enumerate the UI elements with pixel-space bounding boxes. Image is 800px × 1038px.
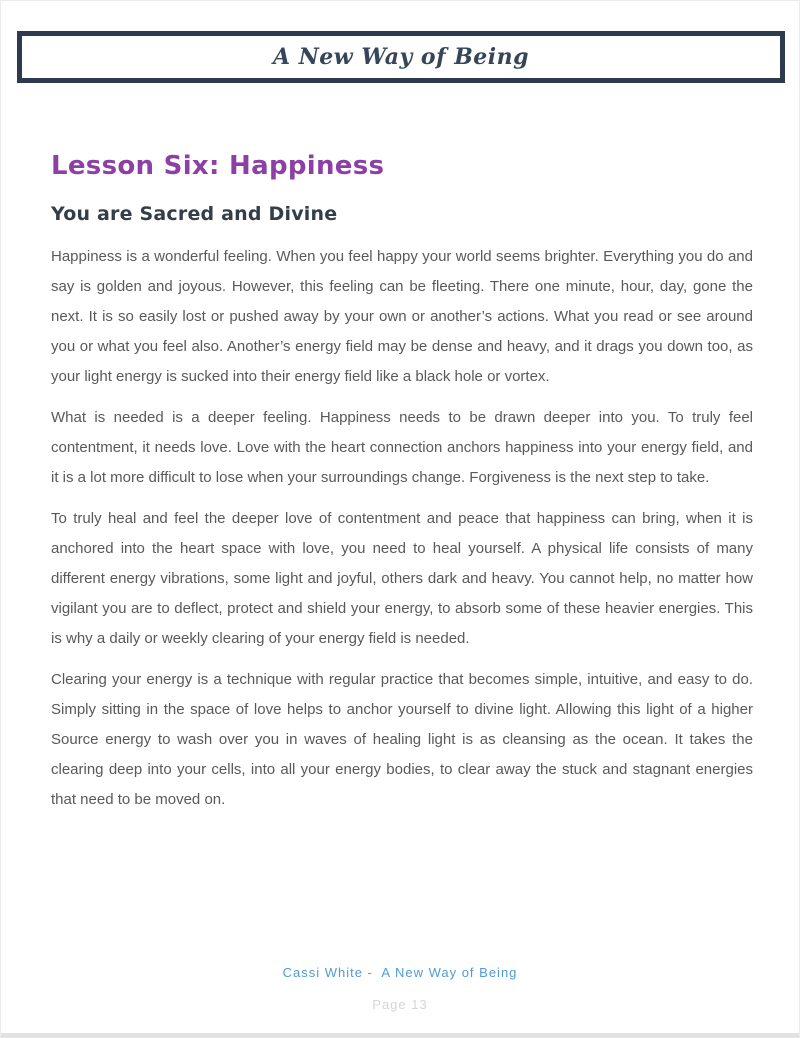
body-paragraph: Happiness is a wonderful feeling. When you feel happy your world seems brighter. Everything you do and say is golden and joyous. However, this feeling can be fleeting. There one minute, hour, day, gone the next. It is so easily lost or pushed away by your own or another’s actions. What you read or see around you or what you feel also. Another’s energy field may be dense and heavy, and it drags you down too, as your light energy is sucked into their energy field like a black hole or vortex. — [51, 248, 753, 385]
body-paragraph: What is needed is a deeper feeling. Happiness needs to be drawn deeper into you. To truly feel contentment, it needs love. Love with the heart connection anchors happiness into your energy field, and it is a lot more difficult to lose when your surroundings change. Forgiveness is the next step to take. — [51, 409, 753, 486]
page-content — [51, 151, 753, 826]
body-paragraph: To truly heal and feel the deeper love of contentment and peace that happiness can bring, when it is anchored into the heart space with love, you need to heal yourself. A physical life consists of many different energy vibrations, some light and joyful, others dark and heavy. You cannot help, no matter how vigilant you are to deflect, protect and shield your energy, to absorb some of these heavier energies. This is why a daily or weekly clearing of your energy field is needed. — [51, 510, 753, 647]
footer-author-line: Cassi White - A New Way of Being — [282, 965, 518, 980]
book-title: A New Way of Being — [272, 44, 530, 70]
body-copy — [51, 242, 753, 815]
section-subheading: You are Sacred and Divine — [51, 203, 338, 225]
page-header-banner — [17, 31, 785, 83]
lesson-heading: Lesson Six: Happiness — [51, 151, 385, 181]
body-paragraph: Clearing your energy is a technique with regular practice that becomes simple, intuitive, and easy to do. Simply sitting in the space of love helps to anchor yourself to divine light. Allowing this light of a higher Source energy to wash over you in waves of healing light is as cleansing as the ocean. It takes the clearing deep into your cells, into all your energy bodies, to clear away the stuck and stagnant energies that need to be moved on. — [51, 671, 753, 808]
page-number: Page 13 — [372, 997, 428, 1012]
page-bottom-edge — [1, 1033, 799, 1038]
